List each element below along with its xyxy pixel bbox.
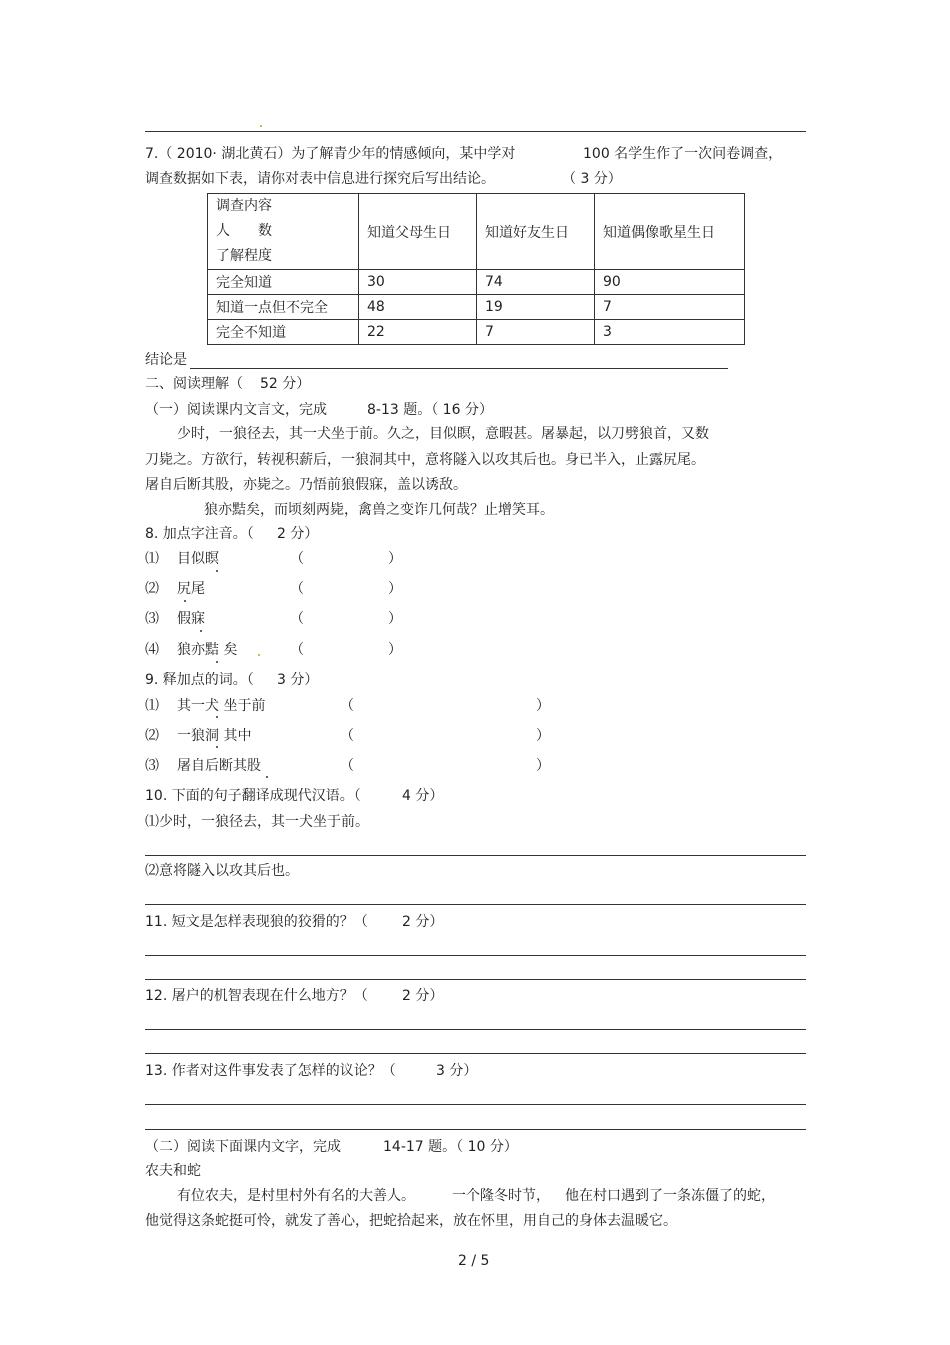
table-cell: 48 bbox=[359, 295, 477, 320]
table-header: 知道偶像歌星生日 bbox=[595, 194, 745, 270]
table-cell: 22 bbox=[359, 320, 477, 345]
answer-line[interactable] bbox=[145, 1104, 806, 1105]
q11-title-b: 2 分） bbox=[402, 914, 444, 930]
section2-title-b: 52 分） bbox=[260, 376, 311, 392]
table-row bbox=[208, 295, 745, 320]
page-number: 2 / 5 bbox=[458, 1253, 490, 1269]
table-row bbox=[208, 270, 745, 295]
emphasis-dot bbox=[216, 716, 218, 718]
row-label: 完全知道 bbox=[208, 270, 359, 295]
q10-title-b: 4 分） bbox=[402, 788, 444, 804]
q8-answer-blank[interactable]: （ ） bbox=[290, 581, 402, 597]
q8-title-a: 8. 加点字注音。（ bbox=[145, 526, 254, 542]
passage-line: 狼亦黠矣，而顷刻两毙，禽兽之变诈几何哉？止增笑耳。 bbox=[204, 502, 554, 518]
q9-item-text: 屠自后断其股 bbox=[177, 758, 261, 774]
part1-title-a: （一）阅读课内文言文，完成 bbox=[145, 402, 327, 418]
q8-item-num: ⑵ bbox=[145, 581, 159, 597]
part2-title-a: （二）阅读下面课内文字，完成 bbox=[145, 1139, 341, 1155]
part1-title-b: 8-13 题。（ 16 分） bbox=[367, 402, 493, 418]
emphasis-dot bbox=[216, 661, 218, 663]
table-cell: 74 bbox=[477, 270, 595, 295]
q9-title-a: 9. 释加点的词。（ bbox=[145, 672, 254, 688]
q13-title-b: 3 分） bbox=[436, 1063, 478, 1079]
q9-answer-blank[interactable]: （ ） bbox=[340, 698, 550, 714]
q11-title-a: 11. 短文是怎样表现狼的狡猾的？（ bbox=[145, 914, 368, 930]
table-cell: 30 bbox=[359, 270, 477, 295]
stray-mark bbox=[258, 654, 260, 656]
part2-heading: 农夫和蛇 bbox=[145, 1163, 201, 1179]
passage-line: 屠自后断其股，亦毙之。乃悟前狼假寐，盖以诱敌。 bbox=[145, 477, 467, 493]
answer-line[interactable] bbox=[145, 1129, 806, 1130]
q12-title-b: 2 分） bbox=[402, 988, 444, 1004]
emphasis-dot bbox=[266, 776, 268, 778]
emphasis-dot bbox=[184, 600, 186, 602]
q9-item-num: ⑶ bbox=[145, 758, 159, 774]
table-cell: 3 bbox=[595, 320, 745, 345]
conclusion-label: 结论是 bbox=[145, 352, 187, 368]
q7-line2b: （ 3 分） bbox=[562, 171, 622, 187]
row-label: 知道一点但不完全 bbox=[208, 295, 359, 320]
passage-line: 少时，一狼径去，其一犬坐于前。久之，目似瞑，意暇甚。屠暴起，以刀劈狼首，又数 bbox=[177, 426, 709, 442]
q13-title-a: 13. 作者对这件事发表了怎样的议论？（ bbox=[145, 1063, 396, 1079]
q7-line1a: 7.（ 2010· 湖北黄石）为了解青少年的情感倾向，某中学对 bbox=[145, 146, 516, 162]
q10-sentence-1: ⑴少时，一狼径去，其一犬坐于前。 bbox=[145, 814, 369, 830]
q9-answer-blank[interactable]: （ ） bbox=[340, 728, 550, 744]
part2-para-segment: 有位农夫，是村里村外有名的大善人。 bbox=[177, 1188, 415, 1204]
table-row bbox=[208, 320, 745, 345]
section2-title-a: 二、阅读理解（ bbox=[145, 376, 243, 392]
q7-line1b: 100 名学生作了一次问卷调查， bbox=[583, 146, 783, 162]
q9-answer-blank[interactable]: （ ） bbox=[340, 758, 550, 774]
row-label: 完全不知道 bbox=[208, 320, 359, 345]
table-cell: 7 bbox=[477, 320, 595, 345]
survey-table bbox=[207, 193, 745, 345]
table-corner-cell: 调查内容 人 数 了解程度 bbox=[208, 194, 359, 270]
q8-item-num: ⑷ bbox=[145, 642, 159, 658]
q8-item-text: 狼亦黠 矣 bbox=[177, 642, 238, 658]
q8-answer-blank[interactable]: （ ） bbox=[290, 642, 402, 658]
table-header: 知道父母生日 bbox=[359, 194, 477, 270]
answer-line[interactable] bbox=[145, 955, 806, 956]
table-cell: 7 bbox=[595, 295, 745, 320]
answer-line[interactable] bbox=[145, 855, 806, 856]
q7-line2a: 调查数据如下表，请你对表中信息进行探究后写出结论。 bbox=[145, 171, 495, 187]
passage-line: 刀毙之。方欲行，转视积薪后，一狼洞其中，意将隧入以攻其后也。身已半入，止露尻尾。 bbox=[145, 452, 705, 468]
header-rule bbox=[145, 131, 806, 132]
table-cell: 19 bbox=[477, 295, 595, 320]
q8-item-text: 尻尾 bbox=[177, 581, 205, 597]
stray-mark bbox=[260, 125, 262, 127]
q10-sentence-2: ⑵意将隧入以攻其后也。 bbox=[145, 863, 299, 879]
part2-title-b: 14-17 题。（ 10 分） bbox=[383, 1139, 518, 1155]
q9-item-text: 一狼洞 其中 bbox=[177, 728, 252, 744]
part2-para-line: 他觉得这条蛇挺可怜，就发了善心，把蛇拾起来，放在怀里，用自己的身体去温暖它。 bbox=[145, 1213, 677, 1229]
answer-line[interactable] bbox=[145, 1053, 806, 1054]
answer-line[interactable] bbox=[145, 904, 806, 905]
conclusion-answer-line[interactable] bbox=[190, 368, 728, 369]
emphasis-dot bbox=[216, 746, 218, 748]
emphasis-dot bbox=[216, 570, 218, 572]
part2-para-segment: 一个隆冬时节， bbox=[452, 1188, 550, 1204]
q9-title-b: 3 分） bbox=[277, 672, 319, 688]
q8-item-text: 假寐 bbox=[177, 611, 205, 627]
emphasis-dot bbox=[200, 630, 202, 632]
table-header: 知道好友生日 bbox=[477, 194, 595, 270]
answer-line[interactable] bbox=[145, 979, 806, 980]
q8-item-num: ⑴ bbox=[145, 551, 159, 567]
part2-para-segment: 他在村口遇到了一条冻僵了的蛇， bbox=[565, 1188, 775, 1204]
q8-answer-blank[interactable]: （ ） bbox=[290, 551, 402, 567]
table-cell: 90 bbox=[595, 270, 745, 295]
q8-answer-blank[interactable]: （ ） bbox=[290, 611, 402, 627]
answer-line[interactable] bbox=[145, 1029, 806, 1030]
q8-item-text: 目似瞑 bbox=[177, 551, 219, 567]
q8-title-b: 2 分） bbox=[277, 526, 319, 542]
q12-title-a: 12. 屠户的机智表现在什么地方？（ bbox=[145, 988, 368, 1004]
q8-item-num: ⑶ bbox=[145, 611, 159, 627]
q9-item-num: ⑵ bbox=[145, 728, 159, 744]
q10-title-a: 10. 下面的句子翻译成现代汉语。（ bbox=[145, 788, 361, 804]
q9-item-text: 其一犬 坐于前 bbox=[177, 698, 266, 714]
q9-item-num: ⑴ bbox=[145, 698, 159, 714]
